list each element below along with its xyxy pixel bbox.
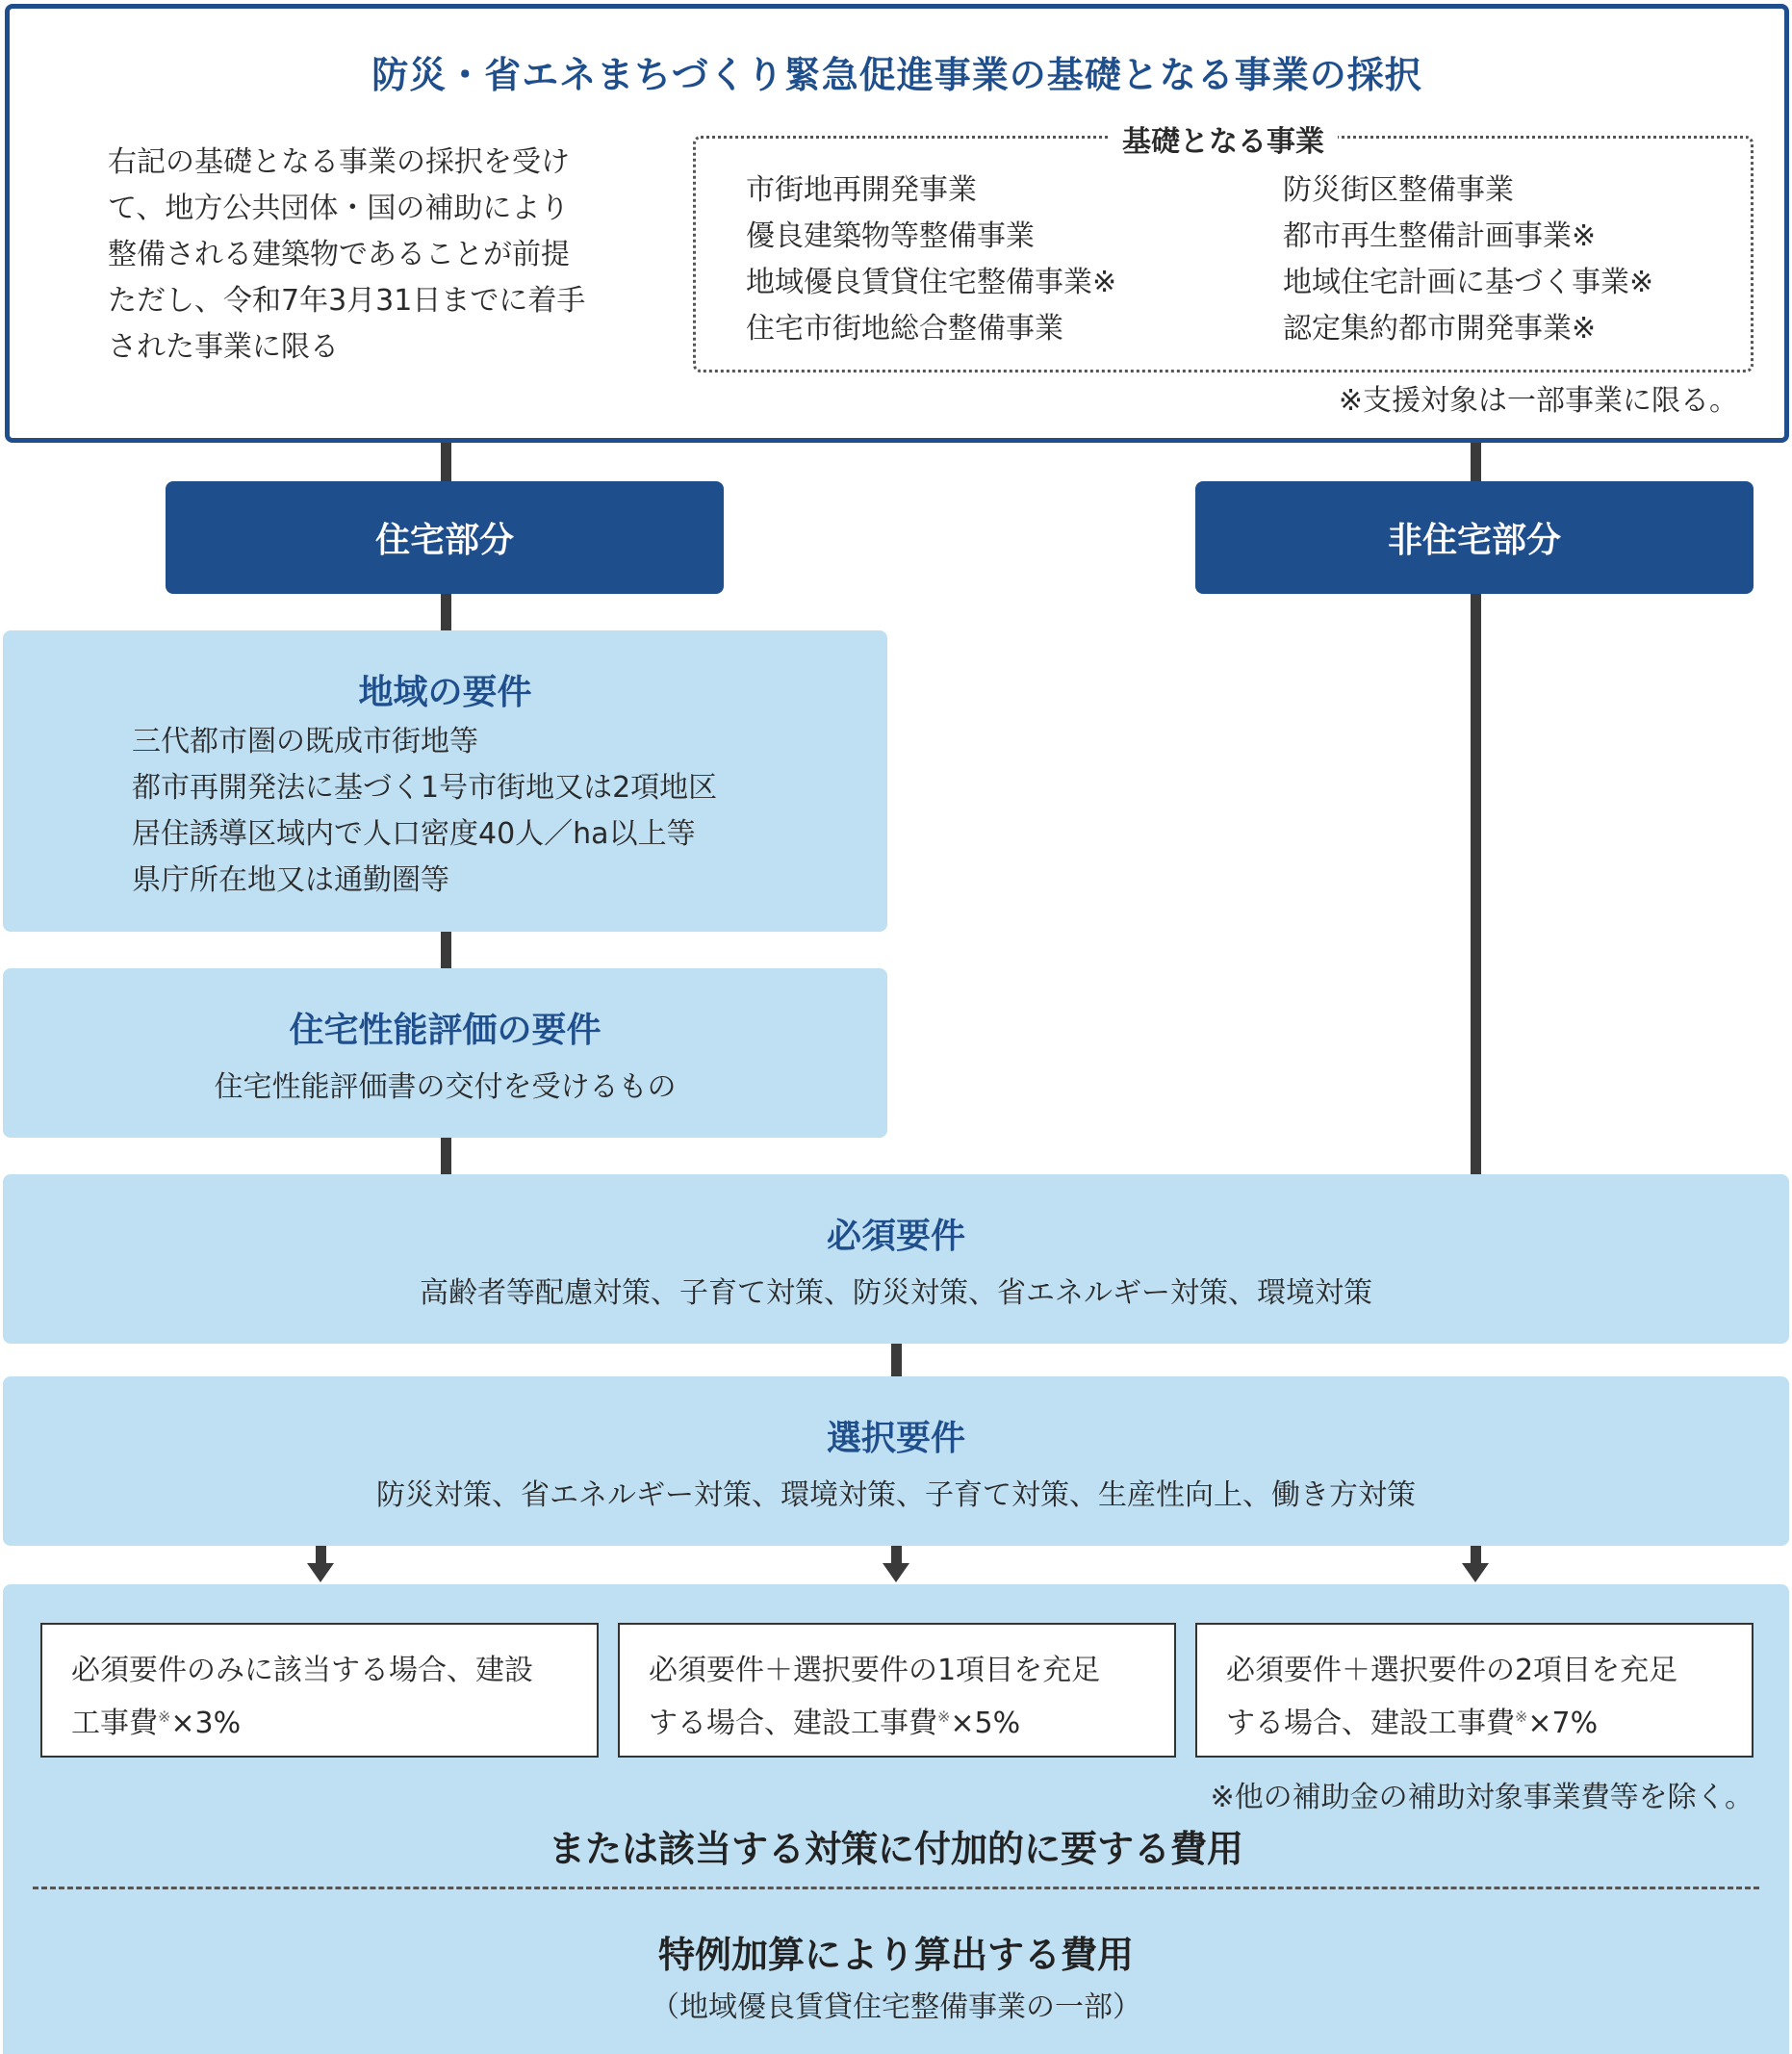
- mandatory-requirements-box: [3, 1174, 1789, 1344]
- case-line-2: 工事費※×3%: [71, 1707, 242, 1740]
- case-box-two-selective: [1195, 1623, 1754, 1758]
- base-project-item: 地域住宅計画に基づく事業※: [1283, 266, 1654, 299]
- top-note-line: 右記の基礎となる事業の採択を受け: [108, 145, 570, 179]
- regional-requirement-item: 居住誘導区域内で人口密度40人／ha以上等: [132, 817, 696, 851]
- arrow-shaft-center: [891, 1546, 902, 1565]
- base-projects-list: [693, 125, 1754, 372]
- regional-requirement-item: 三代都市圏の既成市街地等: [132, 725, 478, 758]
- connector-line-right-1: [1471, 443, 1481, 481]
- selective-requirements-text: 防災対策、省エネルギー対策、環境対策、子育て対策、生産性向上、働き方対策: [376, 1478, 1416, 1512]
- top-note-line: て、地方公共団体・国の補助により: [108, 192, 570, 225]
- special-addition-title: 特例加算により算出する費用: [657, 1934, 1134, 1976]
- arrow-shaft-right: [1471, 1546, 1481, 1565]
- case-line-1: 必須要件のみに該当する場合、建設: [71, 1654, 533, 1687]
- support-note: ※支援対象は一部事業に限る。: [1338, 384, 1738, 418]
- base-project-item: 地域優良賃貸住宅整備事業※: [746, 266, 1117, 299]
- case-line-2: する場合、建設工事費※×5%: [649, 1707, 1021, 1740]
- dashed-divider: [33, 1887, 1759, 1889]
- case-box-mandatory-only: [40, 1623, 599, 1758]
- top-note-line: 整備される建築物であることが前提: [108, 238, 570, 271]
- connector-line-left-2: [441, 594, 451, 630]
- base-projects-left-column: [746, 167, 1116, 352]
- base-project-item: 防災街区整備事業: [1283, 173, 1514, 207]
- note-mark: ※: [937, 1707, 951, 1726]
- base-projects-label: 基礎となる事業: [1109, 125, 1338, 159]
- regional-requirement-item: 県庁所在地又は通勤圏等: [132, 863, 449, 897]
- selective-requirements-box: [3, 1376, 1789, 1546]
- base-project-item: 認定集約都市開発事業※: [1283, 312, 1597, 346]
- performance-requirements-text: 住宅性能評価書の交付を受けるもの: [214, 1070, 677, 1104]
- base-project-item: 市街地再開発事業: [746, 173, 977, 207]
- case-line-1: 必須要件＋選択要件の1項目を充足: [649, 1654, 1101, 1687]
- non-residential-branch: 非住宅部分: [1195, 481, 1754, 594]
- mandatory-requirements-title: 必須要件: [826, 1217, 965, 1256]
- regional-requirements-title: 地域の要件: [358, 673, 532, 712]
- arrow-shaft-left: [316, 1546, 326, 1565]
- case-line-1: 必須要件＋選択要件の2項目を充足: [1226, 1654, 1678, 1687]
- connector-line-left-1: [441, 443, 451, 481]
- top-note: [108, 140, 627, 371]
- performance-requirements-title: 住宅性能評価の要件: [289, 1011, 602, 1050]
- regional-requirements-list: [132, 719, 717, 904]
- selective-requirements-title: 選択要件: [826, 1419, 965, 1458]
- connector-line-left-3: [441, 932, 451, 968]
- arrow-head-center: [883, 1563, 909, 1582]
- mandatory-requirements-text: 高齢者等配慮対策、子育て対策、防災対策、省エネルギー対策、環境対策: [420, 1276, 1372, 1310]
- note-mark: ※: [1515, 1707, 1528, 1726]
- performance-requirements-box: [3, 968, 887, 1138]
- arrow-head-left: [307, 1563, 334, 1582]
- top-title: 防災・省エネまちづくり緊急促進事業の基礎となる事業の採択: [371, 54, 1422, 96]
- connector-line-center: [891, 1344, 902, 1376]
- note-mark: ※: [158, 1707, 171, 1726]
- connector-line-left-4: [441, 1138, 451, 1174]
- arrow-head-right: [1462, 1563, 1489, 1582]
- additional-cost-text: または該当する対策に付加的に要する費用: [548, 1828, 1243, 1870]
- connector-line-right-2: [1471, 594, 1481, 1174]
- exclusion-note: ※他の補助金の補助対象事業費等を除く。: [1210, 1781, 1754, 1814]
- regional-requirements-box: [3, 630, 887, 932]
- base-projects-right-column: [1283, 167, 1653, 352]
- case-line-2: する場合、建設工事費※×7%: [1226, 1707, 1599, 1740]
- top-note-line: ただし、令和7年3月31日までに着手: [108, 284, 586, 318]
- case-box-one-selective: [618, 1623, 1176, 1758]
- special-addition-subtitle: （地域優良賃貸住宅整備事業の一部）: [651, 1990, 1141, 2024]
- regional-requirement-item: 都市再開発法に基づく1号市街地又は2項地区: [132, 771, 718, 805]
- residential-branch: 住宅部分: [166, 481, 724, 594]
- base-project-item: 優良建築物等整備事業: [746, 219, 1035, 253]
- base-project-item: 住宅市街地総合整備事業: [746, 312, 1063, 346]
- top-note-line: された事業に限る: [108, 330, 339, 364]
- base-project-item: 都市再生整備計画事業※: [1283, 219, 1597, 253]
- base-project-box: [5, 4, 1789, 443]
